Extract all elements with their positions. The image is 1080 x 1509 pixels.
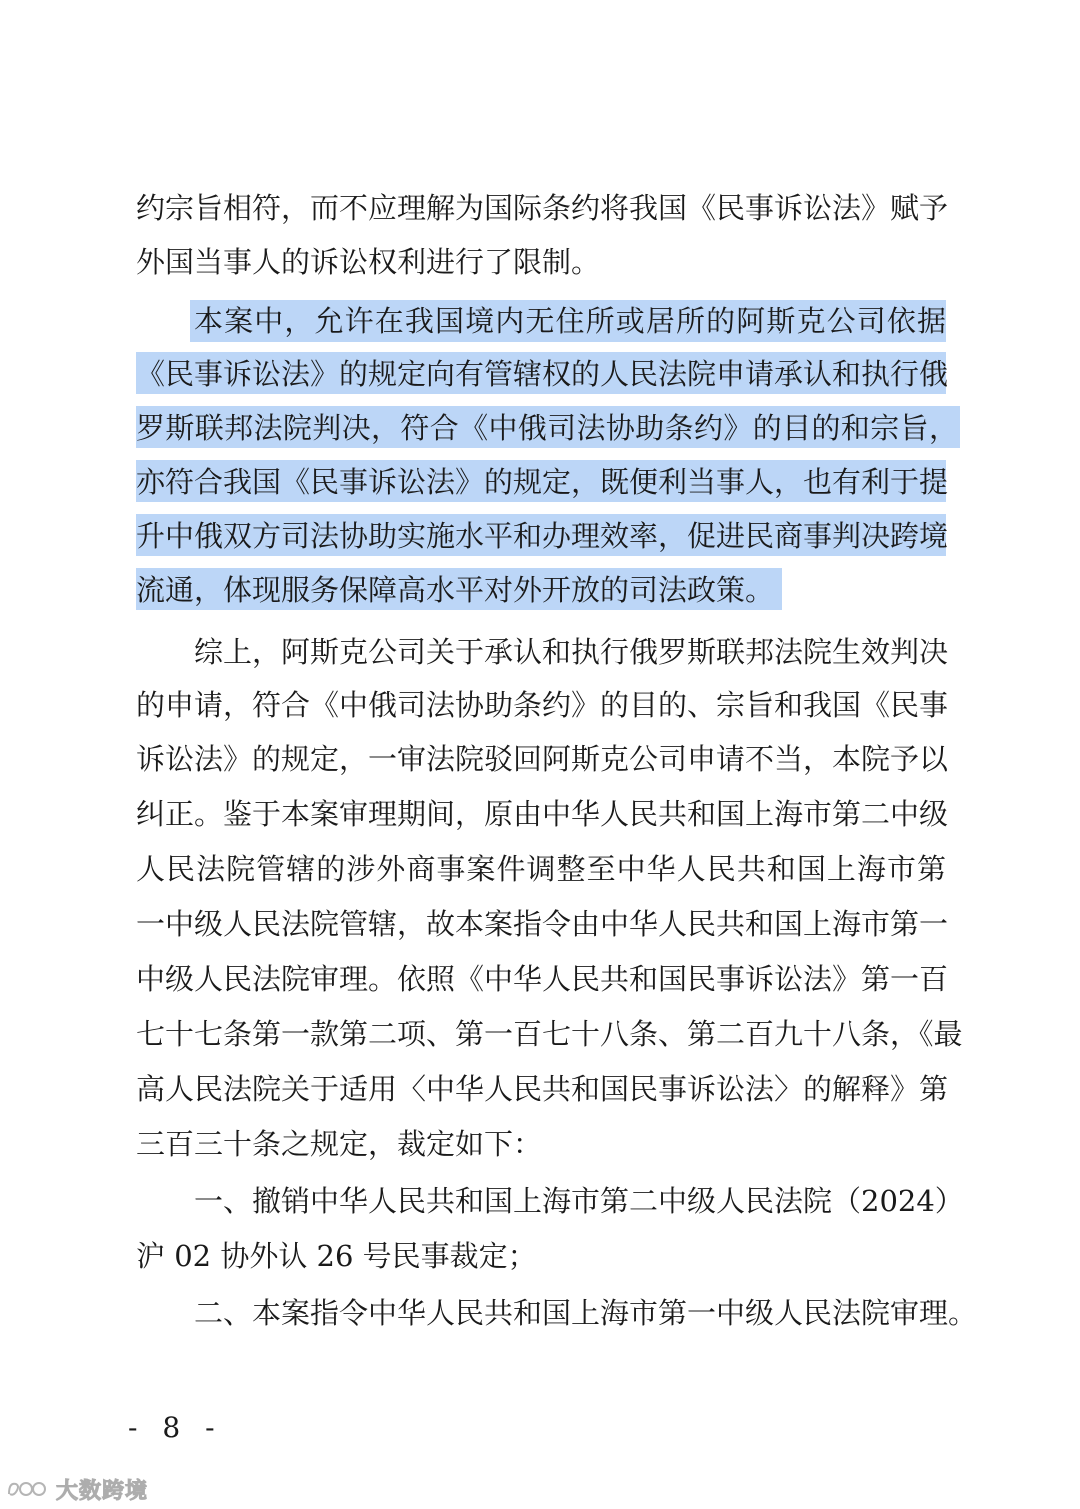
- paragraph-line: 的申请，符合《中俄司法协助条约》的目的、宗旨和我国《民事: [136, 688, 949, 722]
- dashuju-logo-icon: [6, 1478, 50, 1500]
- paragraph-line: 高人民法院关于适用〈中华人民共和国民事诉讼法〉的解释》第: [136, 1072, 949, 1106]
- paragraph-line: 综上，阿斯克公司关于承认和执行俄罗斯联邦法院生效判决: [194, 635, 949, 669]
- paragraph-line: 诉讼法》的规定，一审法院驳回阿斯克公司申请不当，本院予以: [136, 742, 949, 776]
- paragraph-line: 纠正。鉴于本案审理期间，原由中华人民共和国上海市第二中级: [136, 797, 949, 831]
- highlighted-paragraph-line: 罗斯联邦法院判决，符合《中俄司法协助条约》的目的和宗旨，: [136, 411, 958, 445]
- paragraph-line: 一中级人民法院管辖，故本案指令由中华人民共和国上海市第一: [136, 907, 949, 941]
- paragraph-line: 三百三十条之规定，裁定如下：: [136, 1127, 543, 1161]
- highlighted-paragraph-line: 本案中，允许在我国境内无住所或居所的阿斯克公司依据: [194, 304, 946, 338]
- paragraph-line: 中级人民法院审理。依照《中华人民共和国民事诉讼法》第一百: [136, 962, 949, 996]
- highlighted-paragraph-line: 升中俄双方司法协助实施水平和办理效率，促进民商事判决跨境: [136, 519, 949, 553]
- watermark: [6, 1474, 148, 1504]
- highlighted-paragraph-line: 《民事诉讼法》的规定向有管辖权的人民法院申请承认和执行俄: [136, 357, 949, 391]
- paragraph-line: 外国当事人的诉讼权利进行了限制。: [136, 245, 601, 279]
- paragraph-line: 七十七条第一款第二项、第一百七十八条、第二百九十八条，《最: [136, 1017, 963, 1051]
- paragraph-line: 人民法院管辖的涉外商事案件调整至中华人民共和国上海市第: [136, 852, 946, 886]
- page-number: - 8 -: [128, 1411, 223, 1444]
- ruling-item-1: 一、撤销中华人民共和国上海市第二中级人民法院（2024）: [194, 1184, 964, 1218]
- paragraph-line: 约宗旨相符，而不应理解为国际条约将我国《民事诉讼法》赋予: [136, 191, 949, 225]
- ruling-item-2: 二、本案指令中华人民共和国上海市第一中级人民法院审理。: [194, 1296, 978, 1330]
- watermark-text: 大数跨境: [56, 1478, 149, 1504]
- ruling-item-1-cont: 沪 02 协外认 26 号民事裁定；: [136, 1239, 537, 1273]
- highlighted-paragraph-line: 亦符合我国《民事诉讼法》的规定，既便利当事人，也有利于提: [136, 465, 949, 499]
- highlighted-paragraph-line: 流通，体现服务保障高水平对外开放的司法政策。: [136, 573, 775, 607]
